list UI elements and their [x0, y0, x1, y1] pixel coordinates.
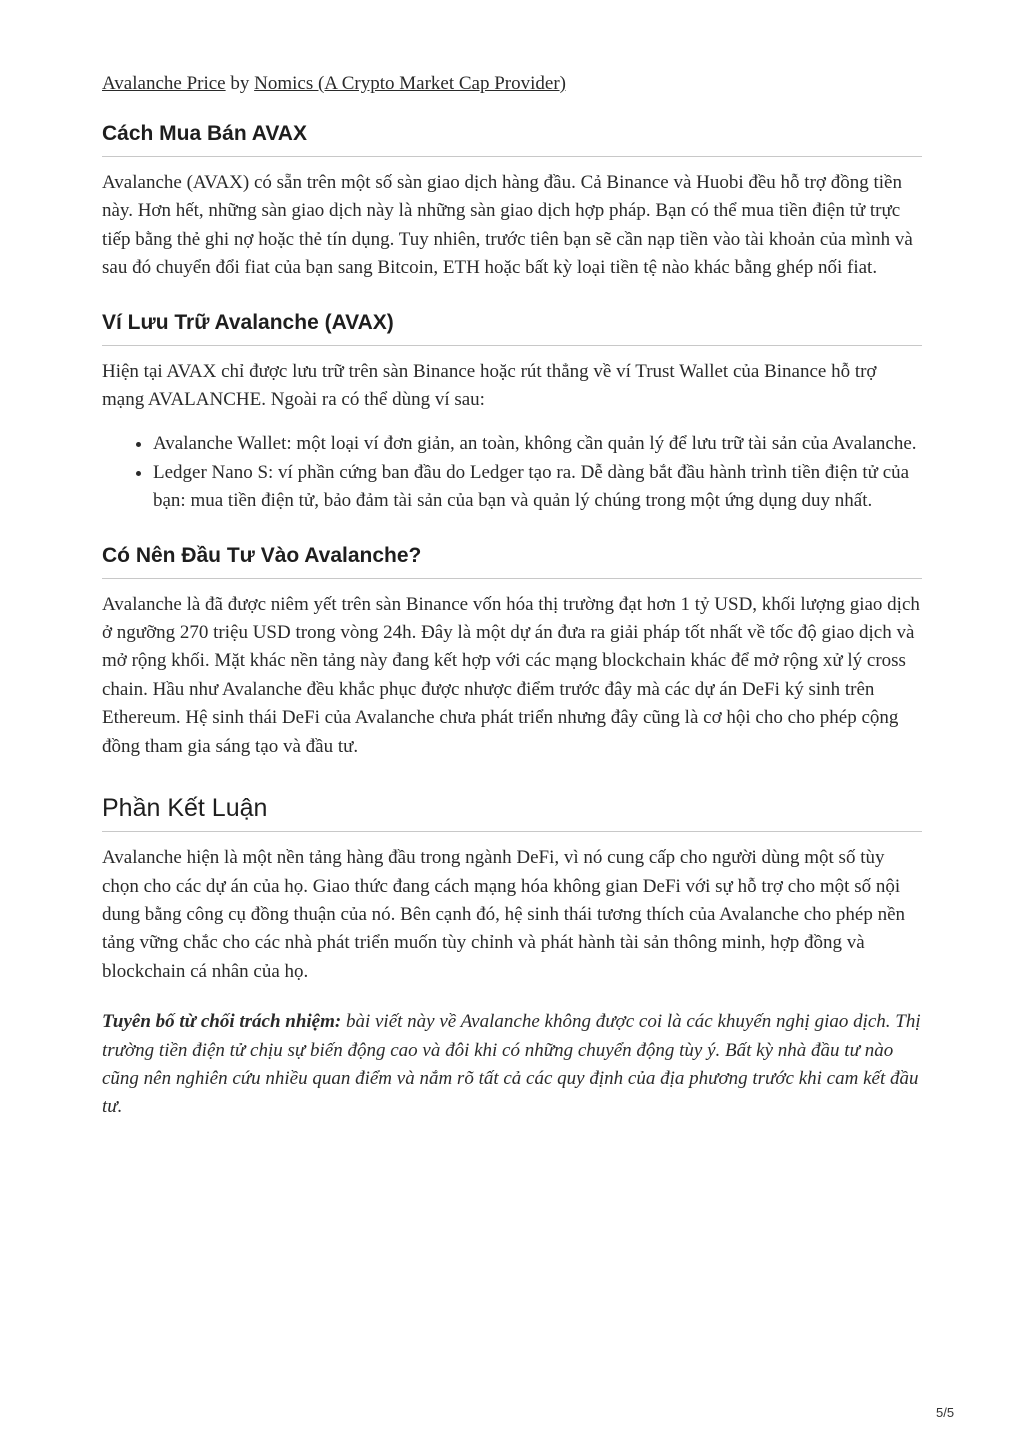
disclaimer-label: Tuyên bố từ chối trách nhiệm:: [102, 1011, 342, 1033]
section-heading-buy-sell: Cách Mua Bán AVAX: [102, 120, 922, 157]
section-wallet: [102, 309, 922, 516]
section-paragraph-buy-sell: Avalanche (AVAX) có sẵn trên một số sàn giao dịch hàng đầu. Cả Binance và Huobi đều hỗ trợ đồng tiền này. Hơn hết, những sàn giao dịch này là những sàn giao dịch hợp pháp. Bạn có thể mua tiền điện tử trực tiếp bằng thẻ ghi nợ hoặc thẻ tín dụng. Tuy nhiên, trước tiên bạn sẽ cần nạp tiền vào tài khoản của mình và sau đó chuyển đổi fiat của bạn sang Bitcoin, ETH hoặc bất kỳ loại tiền tệ nào khác bằng ghép nối fiat.: [102, 172, 913, 279]
nomics-link[interactable]: Nomics (A Crypto Market Cap Provider): [254, 73, 566, 94]
section-paragraph-invest: Avalanche là đã được niêm yết trên sàn Binance vốn hóa thị trường đạt hơn 1 tỷ USD, khối lượng giao dịch ở ngưỡng 270 triệu USD trong vòng 24h. Đây là một dự án đưa ra giải pháp tốt nhất về tốc độ giao dịch và mở rộng khối. Mặt khác nền tảng này đang kết hợp với các mạng blockchain khác để mở rộng xử lý cross chain. Hầu như Avalanche đều khắc phục được nhược điểm trước đây mà các dự án DeFi ký sinh trên Ethereum. Hệ sinh thái DeFi của Avalanche chưa phát triển nhưng đây cũng là cơ hội cho cho phép cộng đồng tham gia sáng tạo và đầu tư.: [102, 593, 920, 757]
price-credit: [102, 70, 922, 98]
disclaimer: [102, 1008, 922, 1122]
page-number: 5/5: [936, 1405, 955, 1420]
list-item: • Ledger Nano S: ví phần cứng ban đầu do Ledger tạo ra. Dễ dàng bắt đầu hành trình tiền điện tử của bạn: mua tiền điện tử, bảo đảm tài sản của bạn và quản lý chúng trong một ứng dụng duy nhất.: [153, 459, 922, 516]
wallet-list: [102, 430, 922, 515]
list-item: • Avalanche Wallet: một loại ví đơn giản, an toàn, không cần quản lý để lưu trữ tài sản của Avalanche.: [153, 430, 922, 458]
disclaimer-text: bài viết này về Avalanche không được coi là các khuyến nghị giao dịch. Thị trường tiền điện tử chịu sự biến động cao và đôi khi có những chuyển động tùy ý. Bất kỳ nhà đầu tư nào cũng nên nghiên cứu nhiều quan điểm và nắm rõ tất cả các quy định của địa phương trước khi cam kết đầu tư.: [102, 1011, 921, 1118]
section-invest: [102, 542, 922, 761]
section-paragraph-conclusion: Avalanche hiện là một nền tảng hàng đầu trong ngành DeFi, vì nó cung cấp cho người dùng một số tùy chọn cho các dự án của họ. Giao thức đang cách mạng hóa không gian DeFi với sự hỗ trợ cho một số nội dung bằng công cụ đồng thuận của nó. Bên cạnh đó, hệ sinh thái tương thích của Avalanche cho phép nền tảng vững chắc cho các nhà phát triển muốn tùy chỉnh và phát hành tài sản thông minh, hợp đồng và blockchain cá nhân của họ.: [102, 847, 906, 982]
section-buy-sell: [102, 120, 922, 283]
section-heading-invest: Có Nên Đầu Tư Vào Avalanche?: [102, 542, 922, 579]
avalanche-price-link[interactable]: Avalanche Price: [102, 73, 226, 94]
credit-by-text: by: [225, 73, 255, 94]
section-heading-conclusion: Phần Kết Luận: [102, 791, 922, 832]
section-paragraph-wallet: Hiện tại AVAX chỉ được lưu trữ trên sàn Binance hoặc rút thẳng về ví Trust Wallet của Binance hỗ trợ mạng AVALANCHE. Ngoài ra có thể dùng ví sau:: [102, 360, 877, 411]
article-page: [102, 70, 922, 1122]
section-heading-wallet: Ví Lưu Trữ Avalanche (AVAX): [102, 309, 922, 346]
section-conclusion: [102, 791, 922, 1122]
